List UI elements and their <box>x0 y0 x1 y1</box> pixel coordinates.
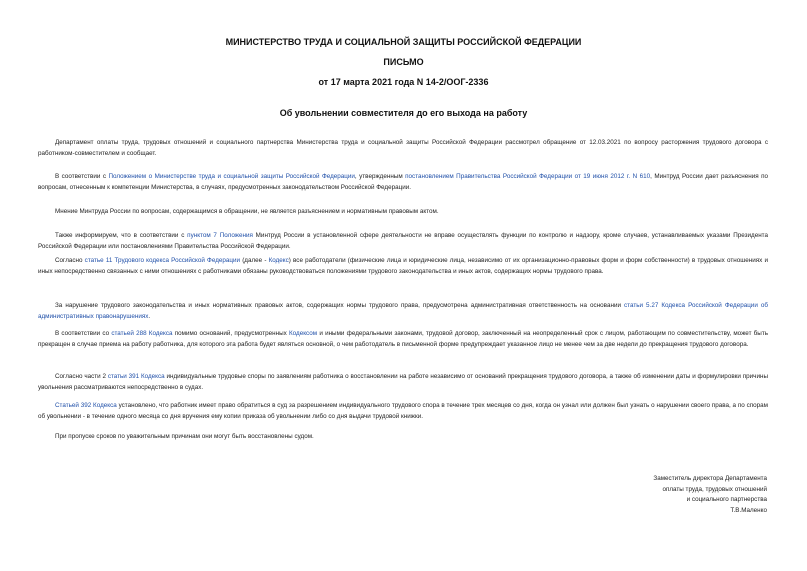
paragraph-text: За нарушение трудового законодательства и иных нормативных правовых актов, содержащих нормы трудового права, предусмотрена административная ответственность на основании <box>55 302 625 309</box>
paragraph-8 <box>38 372 768 393</box>
link-code[interactable]: Кодекс <box>268 257 289 264</box>
document-date-number: от 17 марта 2021 года N 14-2/ООГ-2336 <box>318 77 489 87</box>
paragraph-text: (далее - <box>240 257 269 264</box>
signature-department: оплаты труда, трудовых отношений <box>662 485 767 493</box>
link-code-article-288[interactable]: статьей 288 Кодекса <box>111 330 173 337</box>
document-subject: Об увольнении совместителя до его выхода на работу <box>279 108 528 118</box>
paragraph-6 <box>38 301 768 322</box>
link-labor-code-article-11[interactable]: статье 11 Трудового кодекса Российской Федерации <box>84 257 241 264</box>
paragraph-text: индивидуальные трудовые споры по заявлениям работника о восстановлении на работе независимо от оснований прекращения трудового договора, а также об изменении даты и формулировки причины увольнения рассматриваются непосредственно в судах. <box>38 373 768 391</box>
paragraph-text: помимо оснований, предусмотренных <box>172 330 290 337</box>
paragraph-text: . <box>148 312 151 320</box>
paragraph-text: Также информируем, что в соответствии с <box>55 232 188 239</box>
paragraph-text: В соответствии со <box>55 330 112 337</box>
paragraph-text: установлено, что работник имеет право обратиться в суд за разрешением индивидуального трудового спора в течение трех месяцев со дня, когда он узнал или должен был узнать о нарушении своего права, а по спорам об увольнении - в течение одного месяца со дня вручения ему копии приказа об увольнении либо со дня выдачи трудовой книжки. <box>38 402 768 420</box>
signature-block <box>653 474 767 516</box>
paragraph-7 <box>38 329 768 350</box>
paragraph-text: Согласно <box>55 257 85 264</box>
paragraph-text: , Минтруд России дает разъяснения по вопросам, отнесенным к компетенции Министерства, в случаях, предусмотренных законодательством Российской Федерации. <box>38 173 769 191</box>
link-admin-code-article-5-27[interactable]: статьи 5.27 Кодекса Российской Федерации об административных правонарушениях <box>38 302 768 320</box>
link-regulation-clause-7[interactable]: пунктом 7 Положения <box>187 232 253 239</box>
paragraph-text: ) все работодатели (физические лица и юридические лица, независимо от их организационно-правовых форм и форм собственности) в трудовых отношениях и иных непосредственно связанных с ними отношениях с работниками обязаны руководствоваться положениями трудового законодательства и иных актов, содержащих нормы трудового права. <box>38 257 769 275</box>
paragraph-text: Согласно части 2 <box>55 373 108 380</box>
signature-name: Т.В.Маленко <box>730 506 767 514</box>
paragraph-text: и иными федеральными законами, трудовой договор, заключенный на неопределенный срок с лицом, работающим по совместительству, может быть прекращен в случае приема на работу работника, для которого эта работа будет являться основной, о чем работодатель в письменной форме предупреждает указанное лицо не менее чем за две недели до прекращения трудового договора. <box>38 330 768 348</box>
paragraph-4 <box>38 231 768 252</box>
paragraph-3 <box>38 207 768 218</box>
paragraph-2 <box>38 172 768 193</box>
paragraph-text: Департамент оплаты труда, трудовых отношений и социального партнерства Министерства труда и социальной защиты Российской Федерации рассмотрел обращение от 12.03.2021 по вопросу расторжения трудового договора с работником-совместителем и сообщает. <box>38 139 768 157</box>
paragraph-1 <box>38 138 768 159</box>
ministry-title: МИНИСТЕРСТВО ТРУДА И СОЦИАЛЬНОЙ ЗАЩИТЫ РОССИЙСКОЙ ФЕДЕРАЦИИ <box>225 37 582 47</box>
paragraph-9 <box>38 401 768 422</box>
paragraph-text: Минтруд России в установленной сфере деятельности не вправе осуществлять функции по контролю и надзору, кроме случаев, устанавливаемых указами Президента Российской Федерации или постановлениями Правительства Российской Федерации. <box>38 232 768 250</box>
paragraph-text: При пропуске сроков по уважительным причинам они могут быть восстановлены судом. <box>55 433 314 440</box>
link-code-article-391[interactable]: статьи 391 Кодекса <box>107 373 165 380</box>
paragraph-5 <box>38 256 768 277</box>
signature-position: Заместитель директора Департамента <box>653 475 767 482</box>
paragraph-text: Мнение Минтруда России по вопросам, содержащимся в обращении, не является разъяснением и нормативным правовым актом. <box>55 208 439 215</box>
link-government-decree-610[interactable]: постановлением Правительства Российской Федерации от 19 июня 2012 г. N 610 <box>405 173 651 180</box>
paragraph-text: , утвержденным <box>354 173 406 180</box>
document-type: ПИСЬМО <box>383 57 424 67</box>
paragraph-10 <box>38 432 768 443</box>
link-code-article-392[interactable]: Статьей 392 Кодекса <box>55 402 117 409</box>
link-code-reference[interactable]: Кодексом <box>289 330 318 337</box>
signature-department-cont: и социального партнерства <box>686 496 767 504</box>
link-ministry-regulation[interactable]: Положением о Министерстве труда и социальной защиты Российской Федерации <box>108 173 355 180</box>
paragraph-text: В соответствии с <box>55 173 109 180</box>
